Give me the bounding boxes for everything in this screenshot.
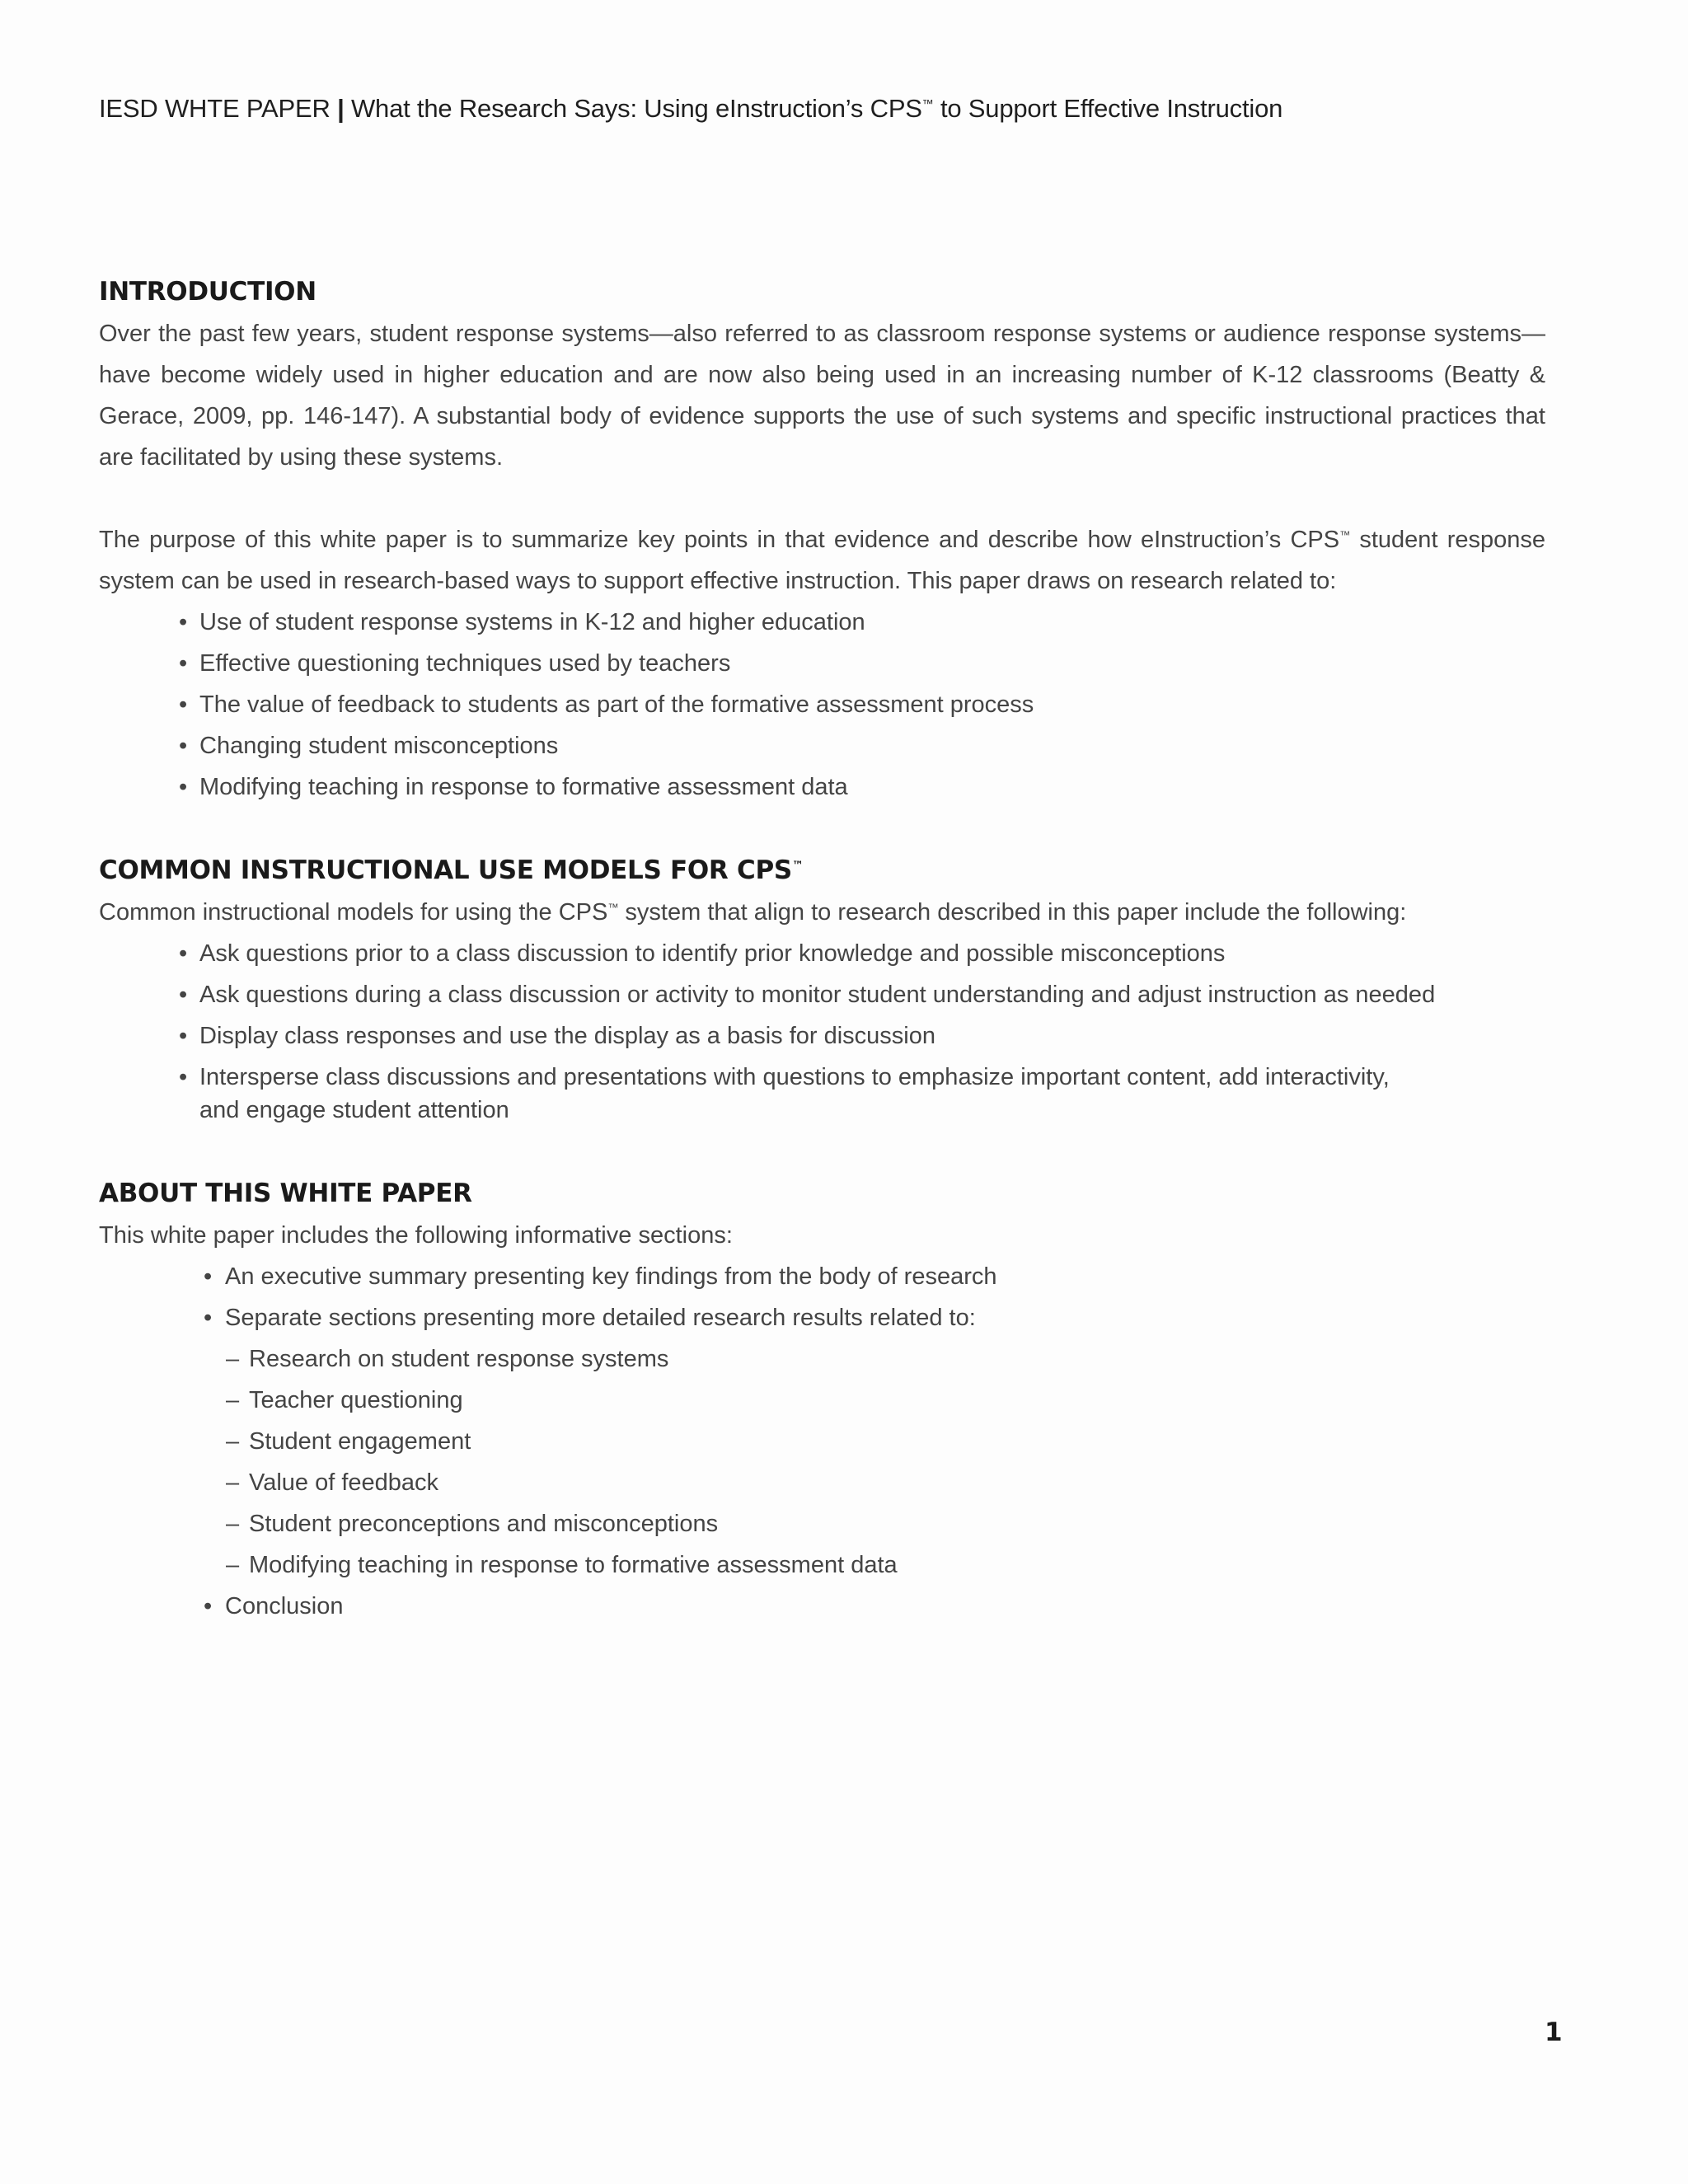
list-item: • Changing student misconceptions [179,733,559,759]
research-sections-sublist [99,1338,1545,1586]
list-item: • The value of feedback to students as part of the formative assessment process [179,691,1034,718]
header-publication: IESD WHTE PAPER [99,94,331,123]
list-item: – Value of feedback [226,1469,439,1496]
header-separator: | [337,94,345,123]
introduction-paragraph-1: Over the past few years, student response systems—also referred to as classroom response systems or audience response systems—have become widely used in higher education and are now also being used in an increasing number of K-12 classrooms (Beatty & Gerace, 2009, pp. 146-147). A substantial body of evidence supports the use of such systems and specific instructional practices that are facilitated by using these systems. [99,321,1545,471]
common-models-intro: Common instructional models for using the CPS™ system that align to research described in this paper include the following: [99,899,1407,926]
list-item: • Use of student response systems in K-12 and higher education [179,609,865,635]
list-item: • Ask questions prior to a class discussion to identify prior knowledge and possible misconceptions [179,940,1226,967]
page-content [99,270,1545,1627]
list-item: • Conclusion [204,1593,344,1619]
list-item: • Effective questioning techniques used by teachers [179,650,731,677]
about-intro: This white paper includes the following informative sections: [99,1222,733,1249]
common-models-section [99,849,1545,1131]
list-item: – Research on student response systems [226,1346,669,1372]
instructional-models-list [99,933,1545,1131]
introduction-paragraph-2: The purpose of this white paper is to summarize key points in that evidence and describe how eInstruction’s CPS™ student response system can be used in research-based ways to support effective instruction. This paper draws on research related to: [99,527,1545,594]
introduction-section [99,270,1545,808]
list-item: • An executive summary presenting key findings from the body of research [204,1263,997,1290]
list-item: • Separate sections presenting more detailed research results related to: [204,1305,976,1331]
introduction-heading: INTRODUCTION [99,277,316,307]
about-heading: ABOUT THIS WHITE PAPER [99,1179,472,1208]
sections-list [99,1256,1545,1338]
research-topics-list [99,602,1545,808]
common-models-heading: COMMON INSTRUCTIONAL USE MODELS FOR CPS™ [99,855,804,885]
about-section [99,1172,1545,1627]
header-title: What the Research Says: Using eInstruction’s CPS™ to Support Effective Instruction [350,94,1283,123]
list-item: • Intersperse class discussions and presentations with questions to emphasize important content, add interactivity, and engage student attention [179,1064,1390,1123]
list-item: • Ask questions during a class discussion or activity to monitor student understanding and adjust instruction as needed [179,982,1436,1008]
list-item: – Modifying teaching in response to formative assessment data [226,1552,898,1578]
running-header [99,94,1282,124]
conclusion-list [99,1586,1545,1627]
list-item: – Teacher questioning [226,1387,463,1413]
list-item: – Student engagement [226,1428,471,1455]
list-item: • Display class responses and use the display as a basis for discussion [179,1023,936,1049]
page-number: 1 [1545,2018,1563,2047]
list-item: • Modifying teaching in response to formative assessment data [179,774,848,800]
list-item: – Student preconceptions and misconceptions [226,1511,719,1537]
